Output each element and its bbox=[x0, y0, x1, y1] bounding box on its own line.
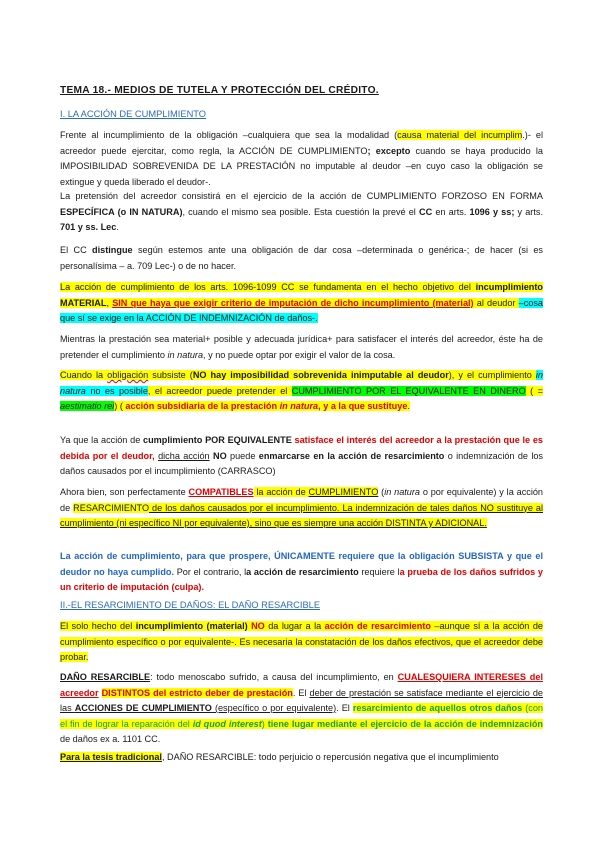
paragraph-3: El CC distingue según estemos ante una obligación de dar cosa –determinada o genérica-; de hacer (si es personalísima – a. 709 Lec-) o de no hacer. bbox=[60, 245, 543, 271]
paragraph-4: La acción de cumplimiento de los arts. 1096-1099 CC se fundamenta en el hecho objetivo del incumplimiento MATERIAL, SIN que haya que exigir criterio de imputación de dicho incumplimiento (material) al deudor –cosa que sí se exige en la ACCIÓN DE INDEMNIZACIÓN de daños-. bbox=[60, 282, 543, 323]
paragraph-1: Frente al incumplimiento de la obligación –cualquiera que sea la modalidad (causa material del incumplim.)- el acreedor puede ejercitar, como regla, la ACCIÓN DE CUMPLIMIENTO; excepto cuando se haya producido la IMPOSIBILIDAD SOBREVENIDA DE LA PRESTACIÓN no imputable al deudor –en cuyo caso la obligación se extingue y queda liberado el deudor-. bbox=[60, 130, 544, 187]
paragraph-5: Mientras la prestación sea material+ posible y adecuada jurídica+ para satisfacer el interés del acreedor, éste ha de pretender el cumplimiento in natura, y no puede optar por exigir el valor de la cosa. bbox=[60, 334, 543, 360]
paragraph-11: DAÑO RESARCIBLE: todo menoscabo sufrido, a causa del incumplimiento, en CUALESQUIERA INTERESES del acreedor DISTINTOS del estricto deber de prestación. El deber de prestación se satisface mediante el ejercicio de las ACCIONES DE CUMPLIMIENTO (específico o por equivalente). El resarcimiento de aquellos otros daños (con el fin de lograr la reparación del id quod interest) tiene lugar mediante el ejercicio de la acción de indemnización de daños ex a. 1101 CC. bbox=[60, 672, 544, 744]
paragraph-12: Para la tesis tradicional, DAÑO RESARCIBLE: todo perjuicio o repercusión negativa que el incumplimiento bbox=[60, 752, 499, 762]
section-heading-2: II.-EL RESARCIMIENTO DE DAÑOS: EL DAÑO RESARCIBLE bbox=[60, 600, 321, 610]
section-heading-1: I. LA ACCIÓN DE CUMPLIMIENTO bbox=[60, 109, 207, 119]
paragraph-8: Ahora bien, son perfectamente COMPATIBLES la acción de CUMPLIMIENTO (in natura o por equivalente) y la acción de RESARCIMIENTO de los daños causados por el incumplimiento. La indemnización de tales daños NO sustituye al cumplimiento (ni específico NI por equivalente), sino que es siempre una acción DISTINTA y ADICIONAL. bbox=[60, 487, 543, 528]
paragraph-7: Ya que la acción de cumplimiento POR EQUIVALENTE satisface el interés del acreedor a la prestación que le es debida por el deudor, dicha acción NO puede enmarcarse en la acción de resarcimiento o indemnización de los daños causados por el incumplimiento (CARRASCO) bbox=[60, 435, 544, 476]
page-title: TEMA 18.- MEDIOS DE TUTELA Y PROTECCIÓN DEL CRÉDITO. bbox=[60, 85, 379, 96]
paragraph-10: El solo hecho del incumplimiento (material) NO da lugar a la acción de resarcimiento –aunque sí a la acción de cumplimiento específico o por equivalente-. Es necesaria la constatación de los daños efectivos, que el acreedor debe probar. bbox=[60, 621, 543, 662]
paragraph-2: La pretensión del acreedor consistirá en el ejercicio de la acción de CUMPLIMIENTO FORZOSO EN FORMA ESPECÍFICA (o IN NATURA), cuando el mismo sea posible. Esta cuestión la prevé el CC en arts. 1096 y ss; y arts. 701 y ss. Lec. bbox=[60, 191, 543, 232]
paragraph-6: Cuando la obligación subsiste (NO hay imposibilidad sobrevenida inimputable al deudor), y el cumplimiento in natura no es posible, el acreedor puede pretender el CUMPLIMIENTO POR EL EQUIVALENTE EN DINERO ( = aestimatio rei) ( acción subsidiaria de la prestación in natura, y a la que sustituye. bbox=[60, 370, 543, 411]
paragraph-9: La acción de cumplimiento, para que prospere, ÚNICAMENTE requiere que la obligación SUBSISTA y que el deudor no haya cumplido. Por el contrario, la acción de resarcimiento requiere la prueba de los daños sufridos y un criterio de imputación (culpa). bbox=[60, 551, 543, 592]
